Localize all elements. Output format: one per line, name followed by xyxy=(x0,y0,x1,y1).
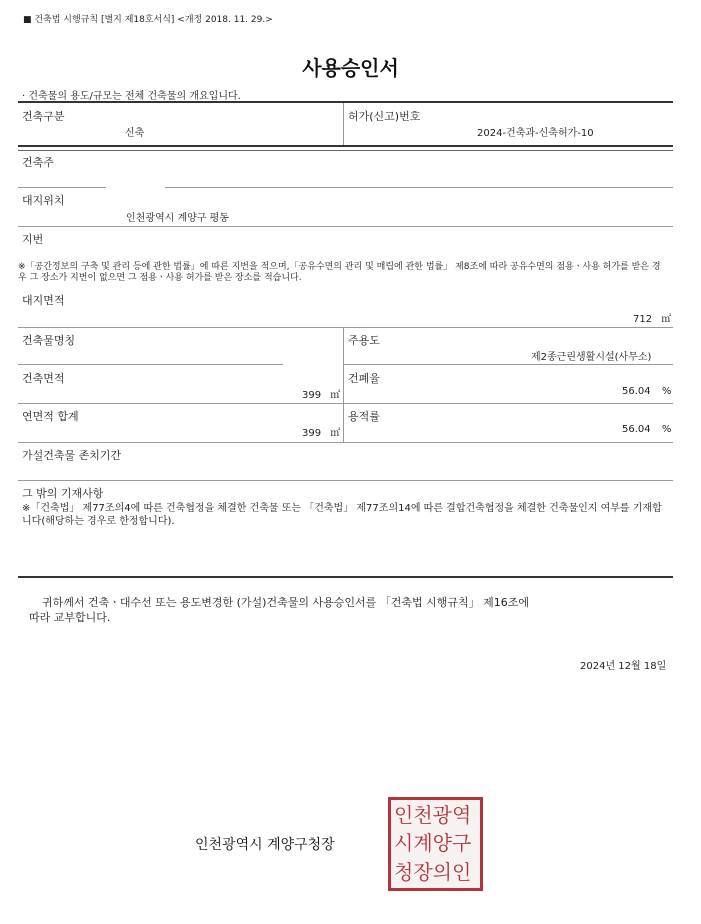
issuer-name: 인천광역시 계양구청장 xyxy=(195,837,335,853)
statement-line-1: 귀하께서 건축ㆍ대수선 또는 용도변경한 (가설)건축물의 사용승인서를 「건축법 시행규칙」 제16조에 xyxy=(42,596,529,609)
table-top-rule xyxy=(18,101,673,103)
seal-char: 인천광역 xyxy=(394,803,472,827)
permit-no-value: 2024-건축과-신축허가-10 xyxy=(477,128,594,139)
lot-no-label: 지번 xyxy=(22,233,44,246)
coverage-ratio-label: 건폐율 xyxy=(348,372,380,385)
page-title: 사용승인서 xyxy=(302,56,399,80)
building-area-label: 건축면적 xyxy=(22,372,65,385)
total-floor-area-unit: ㎡ xyxy=(330,428,341,439)
statement-line-2: 따라 교부합니다. xyxy=(29,611,111,624)
divider xyxy=(343,327,344,442)
lot-note: ※「공간정보의 구축 및 관리 등에 관한 법률」에 따른 지번을 적으며,「공유수면의 관리 및 매립에 관한 법률」 제8조에 따라 공유수면의 점용ㆍ사용 허가를 받은 경우 그 장소가 지번이 없으면 그 점용ㆍ사용 허가를 받은 장소를 적습니다. xyxy=(18,262,661,283)
divider xyxy=(343,103,344,145)
form-reference: ■ 건축법 시행규칙 [별지 제18호서식] <개정 2018. 11. 29.> xyxy=(23,15,273,25)
building-type-label: 건축구분 xyxy=(22,110,65,123)
building-type-value: 신축 xyxy=(125,128,145,139)
site-location-label: 대지위치 xyxy=(22,194,65,207)
floor-area-ratio-unit: % xyxy=(661,424,672,435)
rule xyxy=(18,442,673,443)
coverage-ratio-number: 56.04 xyxy=(622,386,651,397)
total-floor-area-value xyxy=(302,424,340,439)
main-use-label: 주용도 xyxy=(348,334,380,347)
total-floor-area-label: 연면적 합계 xyxy=(22,410,79,423)
floor-area-ratio-value xyxy=(622,424,671,435)
permit-no-label: 허가(신고)번호 xyxy=(348,110,421,123)
site-area-unit: ㎡ xyxy=(661,314,672,325)
site-area-value xyxy=(633,310,671,325)
overview-note: · 건축물의 용도/규모는 전체 건축물의 개요입니다. xyxy=(22,91,241,102)
rule xyxy=(18,145,673,147)
site-area-number: 712 xyxy=(633,314,653,325)
other-notes-text: ※「건축법」 제77조의4에 따른 건축협정을 체결한 건축물 또는 「건축법」 제77조의14에 따른 결합건축협정을 체결한 건축물인지 여부를 기재합니다(해당하는 경우로 한정합니다). xyxy=(22,503,662,527)
temp-period-label: 가설건축물 존치기간 xyxy=(22,449,122,462)
other-notes-label: 그 밖의 기재사항 xyxy=(22,487,104,500)
building-area-unit: ㎡ xyxy=(330,390,341,401)
rule xyxy=(18,364,283,365)
floor-area-ratio-label: 용적률 xyxy=(348,410,380,423)
site-area-label: 대지면적 xyxy=(22,294,65,307)
seal-graphic xyxy=(391,800,480,888)
rule xyxy=(18,187,106,188)
rule xyxy=(18,150,673,151)
issue-date: 2024년 12월 18일 xyxy=(580,661,667,672)
seal-char: 시계양구 xyxy=(394,831,472,855)
building-area-value xyxy=(302,386,340,401)
table-bottom-rule xyxy=(18,576,673,578)
rule xyxy=(18,480,673,481)
owner-label: 건축주 xyxy=(22,156,54,169)
coverage-ratio-unit: % xyxy=(661,386,672,397)
rule xyxy=(18,226,673,227)
coverage-ratio-value xyxy=(622,386,671,397)
rule xyxy=(18,403,673,404)
site-location-value: 인천광역시 계양구 평동 xyxy=(126,213,229,224)
rule xyxy=(343,364,673,365)
building-area-number: 399 xyxy=(302,390,322,401)
building-name-label: 건축물명칭 xyxy=(22,334,76,347)
seal-char: 청장의인 xyxy=(394,860,472,884)
official-seal xyxy=(388,797,483,891)
rule xyxy=(165,187,673,188)
rule xyxy=(18,327,673,328)
main-use-value: 제2종근린생활시설(사무소) xyxy=(531,352,652,363)
floor-area-ratio-number: 56.04 xyxy=(622,424,651,435)
total-floor-area-number: 399 xyxy=(302,428,322,439)
